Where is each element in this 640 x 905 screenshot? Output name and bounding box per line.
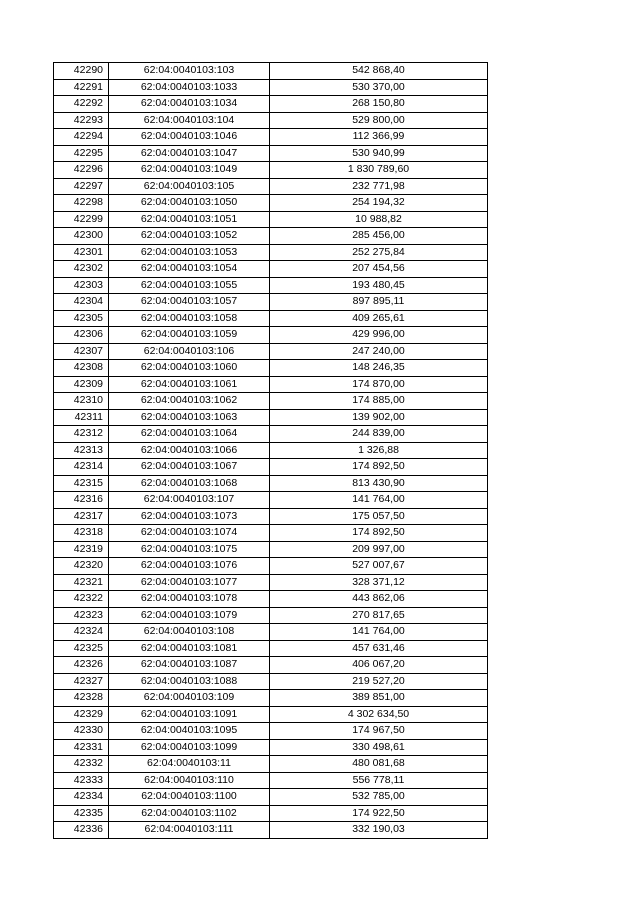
cadastral-number: 62:04:0040103:1059 — [109, 327, 270, 344]
row-number: 42336 — [54, 822, 109, 839]
cadastral-number: 62:04:0040103:1034 — [109, 96, 270, 113]
cadastral-number: 62:04:0040103:1081 — [109, 640, 270, 657]
table-row — [54, 657, 488, 674]
cadastral-value: 4 302 634,50 — [270, 706, 488, 723]
table-row — [54, 558, 488, 575]
cadastral-value: 328 371,12 — [270, 574, 488, 591]
cadastral-value: 254 194,32 — [270, 195, 488, 212]
cadastral-value: 530 940,99 — [270, 145, 488, 162]
table-row — [54, 508, 488, 525]
table-row — [54, 129, 488, 146]
cadastral-value: 268 150,80 — [270, 96, 488, 113]
table-row — [54, 294, 488, 311]
row-number: 42323 — [54, 607, 109, 624]
cadastral-value: 148 246,35 — [270, 360, 488, 377]
cadastral-value: 174 870,00 — [270, 376, 488, 393]
row-number: 42295 — [54, 145, 109, 162]
cadastral-value: 244 839,00 — [270, 426, 488, 443]
cadastral-value: 480 081,68 — [270, 756, 488, 773]
cadastral-number: 62:04:0040103:1049 — [109, 162, 270, 179]
row-number: 42290 — [54, 63, 109, 80]
cadastral-number: 62:04:0040103:1074 — [109, 525, 270, 542]
table-row — [54, 228, 488, 245]
row-number: 42318 — [54, 525, 109, 542]
cadastral-number: 62:04:0040103:1100 — [109, 789, 270, 806]
row-number: 42325 — [54, 640, 109, 657]
cadastral-value: 1 830 789,60 — [270, 162, 488, 179]
row-number: 42296 — [54, 162, 109, 179]
table-row — [54, 591, 488, 608]
table-row — [54, 756, 488, 773]
row-number: 42328 — [54, 690, 109, 707]
table-row — [54, 772, 488, 789]
cadastral-value: 175 057,50 — [270, 508, 488, 525]
cadastral-number: 62:04:0040103:1061 — [109, 376, 270, 393]
row-number: 42330 — [54, 723, 109, 740]
cadastral-value: 332 190,03 — [270, 822, 488, 839]
table-row — [54, 162, 488, 179]
row-number: 42291 — [54, 79, 109, 96]
cadastral-value: 530 370,00 — [270, 79, 488, 96]
cadastral-number: 62:04:0040103:1078 — [109, 591, 270, 608]
row-number: 42334 — [54, 789, 109, 806]
row-number: 42315 — [54, 475, 109, 492]
table-row — [54, 96, 488, 113]
table-row — [54, 327, 488, 344]
table-row — [54, 690, 488, 707]
cadastral-number: 62:04:0040103:1091 — [109, 706, 270, 723]
row-number: 42299 — [54, 211, 109, 228]
cadastral-value: 409 265,61 — [270, 310, 488, 327]
row-number: 42326 — [54, 657, 109, 674]
cadastral-number: 62:04:0040103:1073 — [109, 508, 270, 525]
cadastral-value-table — [53, 62, 488, 839]
cadastral-value: 813 430,90 — [270, 475, 488, 492]
cadastral-value: 247 240,00 — [270, 343, 488, 360]
table-row — [54, 492, 488, 509]
row-number: 42321 — [54, 574, 109, 591]
cadastral-value: 174 885,00 — [270, 393, 488, 410]
table-row — [54, 541, 488, 558]
cadastral-value: 330 498,61 — [270, 739, 488, 756]
cadastral-number: 62:04:0040103:108 — [109, 624, 270, 641]
row-number: 42327 — [54, 673, 109, 690]
table-row — [54, 789, 488, 806]
cadastral-value: 443 862,06 — [270, 591, 488, 608]
row-number: 42312 — [54, 426, 109, 443]
cadastral-number: 62:04:0040103:1064 — [109, 426, 270, 443]
cadastral-number: 62:04:0040103:1076 — [109, 558, 270, 575]
row-number: 42333 — [54, 772, 109, 789]
row-number: 42293 — [54, 112, 109, 129]
row-number: 42316 — [54, 492, 109, 509]
cadastral-value: 527 007,67 — [270, 558, 488, 575]
row-number: 42307 — [54, 343, 109, 360]
cadastral-number: 62:04:0040103:1088 — [109, 673, 270, 690]
cadastral-number: 62:04:0040103:106 — [109, 343, 270, 360]
cadastral-number: 62:04:0040103:1050 — [109, 195, 270, 212]
cadastral-number: 62:04:0040103:11 — [109, 756, 270, 773]
table-row — [54, 459, 488, 476]
row-number: 42331 — [54, 739, 109, 756]
cadastral-value: 207 454,56 — [270, 261, 488, 278]
row-number: 42320 — [54, 558, 109, 575]
row-number: 42292 — [54, 96, 109, 113]
cadastral-number: 62:04:0040103:105 — [109, 178, 270, 195]
cadastral-number: 62:04:0040103:109 — [109, 690, 270, 707]
cadastral-value: 897 895,11 — [270, 294, 488, 311]
cadastral-value: 252 275,84 — [270, 244, 488, 261]
cadastral-value: 141 764,00 — [270, 624, 488, 641]
cadastral-value: 174 892,50 — [270, 525, 488, 542]
cadastral-number: 62:04:0040103:1051 — [109, 211, 270, 228]
table-row — [54, 426, 488, 443]
row-number: 42314 — [54, 459, 109, 476]
table-row — [54, 343, 488, 360]
cadastral-number: 62:04:0040103:103 — [109, 63, 270, 80]
table-row — [54, 723, 488, 740]
table-row — [54, 277, 488, 294]
table-row — [54, 442, 488, 459]
cadastral-number: 62:04:0040103:1075 — [109, 541, 270, 558]
cadastral-number: 62:04:0040103:1077 — [109, 574, 270, 591]
row-number: 42305 — [54, 310, 109, 327]
table-row — [54, 739, 488, 756]
cadastral-number: 62:04:0040103:1047 — [109, 145, 270, 162]
row-number: 42294 — [54, 129, 109, 146]
cadastral-value: 1 326,88 — [270, 442, 488, 459]
table-row — [54, 640, 488, 657]
row-number: 42332 — [54, 756, 109, 773]
cadastral-value: 112 366,99 — [270, 129, 488, 146]
table-row — [54, 195, 488, 212]
cadastral-value: 285 456,00 — [270, 228, 488, 245]
cadastral-value: 219 527,20 — [270, 673, 488, 690]
table-body — [54, 63, 488, 839]
cadastral-value: 193 480,45 — [270, 277, 488, 294]
row-number: 42319 — [54, 541, 109, 558]
table-row — [54, 574, 488, 591]
table-row — [54, 409, 488, 426]
cadastral-value: 232 771,98 — [270, 178, 488, 195]
row-number: 42310 — [54, 393, 109, 410]
table-row — [54, 79, 488, 96]
table-row — [54, 310, 488, 327]
cadastral-number: 62:04:0040103:111 — [109, 822, 270, 839]
cadastral-number: 62:04:0040103:1058 — [109, 310, 270, 327]
table-row — [54, 822, 488, 839]
cadastral-value: 174 922,50 — [270, 805, 488, 822]
cadastral-number: 62:04:0040103:1057 — [109, 294, 270, 311]
cadastral-value: 174 967,50 — [270, 723, 488, 740]
cadastral-number: 62:04:0040103:1102 — [109, 805, 270, 822]
cadastral-value: 532 785,00 — [270, 789, 488, 806]
cadastral-value: 556 778,11 — [270, 772, 488, 789]
cadastral-number: 62:04:0040103:1068 — [109, 475, 270, 492]
table-row — [54, 673, 488, 690]
table-row — [54, 607, 488, 624]
row-number: 42302 — [54, 261, 109, 278]
cadastral-value: 429 996,00 — [270, 327, 488, 344]
cadastral-number: 62:04:0040103:1060 — [109, 360, 270, 377]
table-row — [54, 706, 488, 723]
cadastral-number: 62:04:0040103:1053 — [109, 244, 270, 261]
cadastral-number: 62:04:0040103:1087 — [109, 657, 270, 674]
cadastral-number: 62:04:0040103:1055 — [109, 277, 270, 294]
table-row — [54, 244, 488, 261]
cadastral-value: 141 764,00 — [270, 492, 488, 509]
table-row — [54, 624, 488, 641]
cadastral-value: 270 817,65 — [270, 607, 488, 624]
row-number: 42335 — [54, 805, 109, 822]
table-row — [54, 63, 488, 80]
cadastral-number: 62:04:0040103:1033 — [109, 79, 270, 96]
cadastral-value: 457 631,46 — [270, 640, 488, 657]
row-number: 42308 — [54, 360, 109, 377]
table-row — [54, 112, 488, 129]
table-row — [54, 805, 488, 822]
cadastral-number: 62:04:0040103:1079 — [109, 607, 270, 624]
cadastral-number: 62:04:0040103:1062 — [109, 393, 270, 410]
row-number: 42324 — [54, 624, 109, 641]
cadastral-value: 10 988,82 — [270, 211, 488, 228]
row-number: 42313 — [54, 442, 109, 459]
cadastral-value: 174 892,50 — [270, 459, 488, 476]
table-row — [54, 178, 488, 195]
table-row — [54, 360, 488, 377]
cadastral-number: 62:04:0040103:110 — [109, 772, 270, 789]
row-number: 42300 — [54, 228, 109, 245]
cadastral-number: 62:04:0040103:1095 — [109, 723, 270, 740]
row-number: 42298 — [54, 195, 109, 212]
cadastral-value: 139 902,00 — [270, 409, 488, 426]
cadastral-number: 62:04:0040103:1052 — [109, 228, 270, 245]
cadastral-number: 62:04:0040103:1099 — [109, 739, 270, 756]
table-row — [54, 145, 488, 162]
cadastral-number: 62:04:0040103:107 — [109, 492, 270, 509]
row-number: 42304 — [54, 294, 109, 311]
cadastral-number: 62:04:0040103:1066 — [109, 442, 270, 459]
table-row — [54, 376, 488, 393]
table-row — [54, 393, 488, 410]
row-number: 42311 — [54, 409, 109, 426]
cadastral-value: 529 800,00 — [270, 112, 488, 129]
row-number: 42317 — [54, 508, 109, 525]
row-number: 42322 — [54, 591, 109, 608]
cadastral-number: 62:04:0040103:1054 — [109, 261, 270, 278]
row-number: 42329 — [54, 706, 109, 723]
table-row — [54, 211, 488, 228]
row-number: 42301 — [54, 244, 109, 261]
cadastral-number: 62:04:0040103:1067 — [109, 459, 270, 476]
cadastral-value: 542 868,40 — [270, 63, 488, 80]
table-row — [54, 475, 488, 492]
cadastral-value: 406 067,20 — [270, 657, 488, 674]
cadastral-value: 209 997,00 — [270, 541, 488, 558]
row-number: 42306 — [54, 327, 109, 344]
table-row — [54, 261, 488, 278]
row-number: 42297 — [54, 178, 109, 195]
cadastral-number: 62:04:0040103:1046 — [109, 129, 270, 146]
table-row — [54, 525, 488, 542]
cadastral-number: 62:04:0040103:104 — [109, 112, 270, 129]
row-number: 42303 — [54, 277, 109, 294]
cadastral-value: 389 851,00 — [270, 690, 488, 707]
cadastral-number: 62:04:0040103:1063 — [109, 409, 270, 426]
row-number: 42309 — [54, 376, 109, 393]
